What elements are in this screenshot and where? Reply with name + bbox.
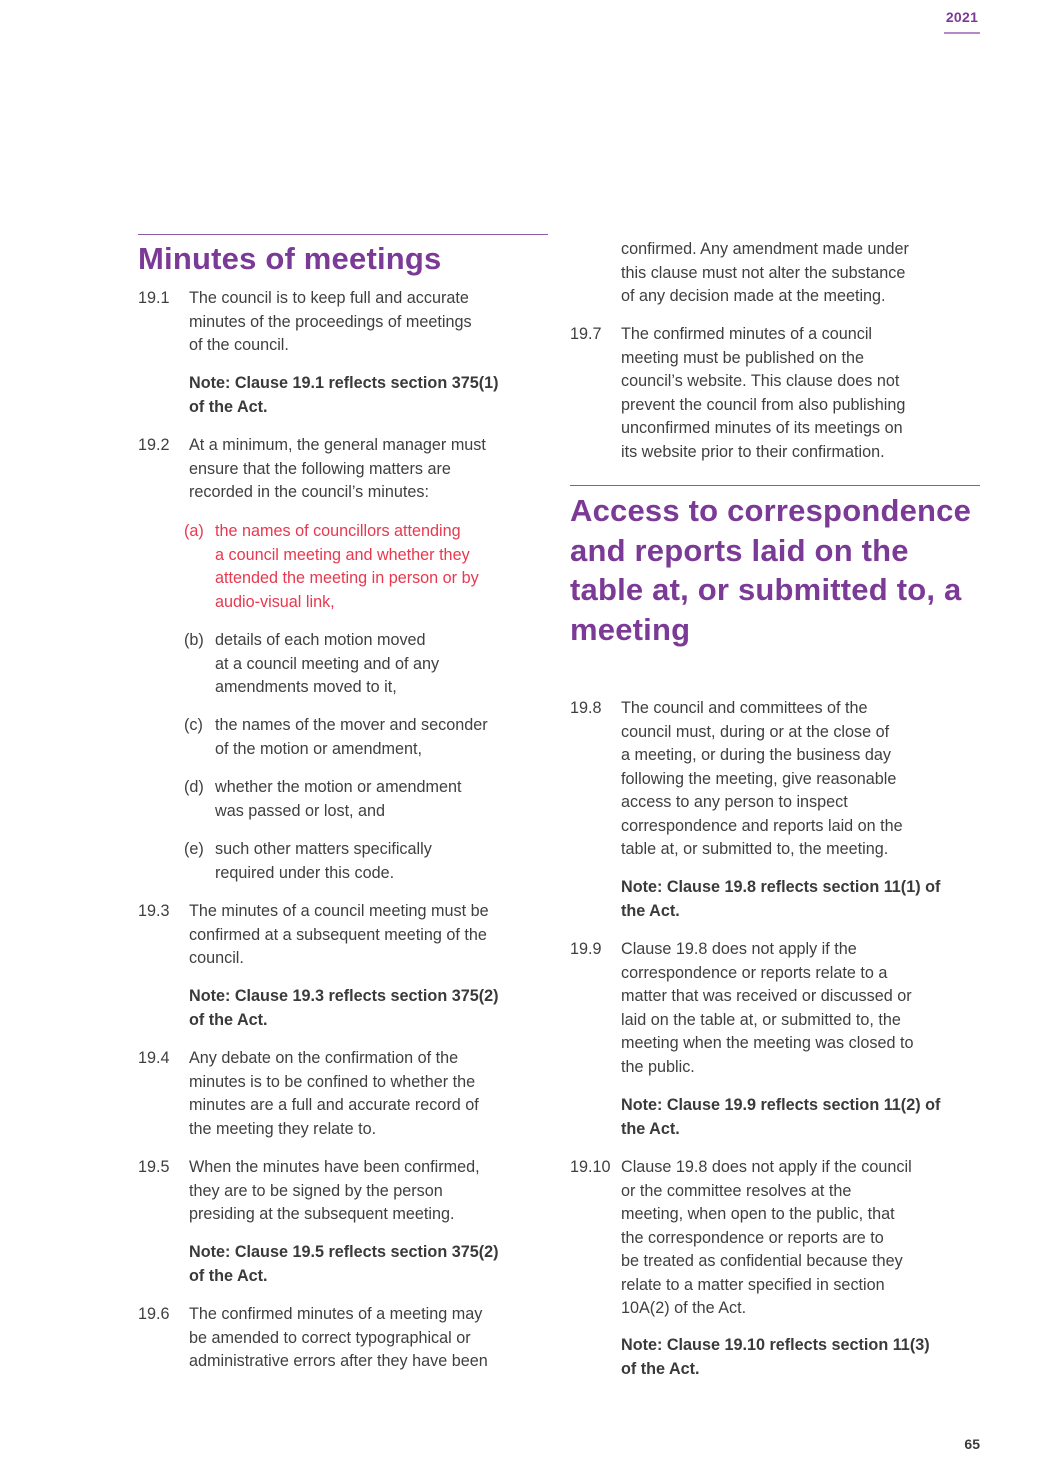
clause-note: Note: Clause 19.1 reflects section 375(1) of the Act. <box>189 374 499 416</box>
clause-number: 19.6 <box>138 1305 170 1323</box>
subitem-c <box>138 714 550 761</box>
clause-text: When the minutes have been confirmed, they are to be signed by the person presiding at the subsequent meeting. <box>189 1158 480 1223</box>
section-divider <box>570 485 980 486</box>
section-heading-access: Access to correspondence and reports laid on the table at, or submitted to, a meeting <box>570 493 972 647</box>
section-divider <box>138 234 548 235</box>
clause-note: Note: Clause 19.5 reflects section 375(2) of the Act. <box>189 1243 499 1285</box>
subitem-label: (e) <box>184 840 204 858</box>
clause-number: 19.3 <box>138 902 170 920</box>
clause-19-8 <box>570 697 982 862</box>
page-number: 65 <box>964 1436 980 1452</box>
clause-19-1 <box>138 287 550 358</box>
subitem-label: (c) <box>184 716 203 734</box>
clause-text: The confirmed minutes of a council meeting must be published on the council’s website. This clause does not prevent the council from also publishing unconfirmed minutes of its meetings on its website prior to their confirmation. <box>621 325 906 461</box>
subitem-text: the names of councillors attending a council meeting and whether they attended the meeting in person or by audio-visual link, <box>215 522 479 611</box>
subitem-text: whether the motion or amendment was passed or lost, and <box>215 778 462 820</box>
clause-number: 19.8 <box>570 699 602 717</box>
section-heading-minutes: Minutes of meetings <box>138 241 442 276</box>
subitem-e <box>138 838 550 885</box>
clause-text: Clause 19.8 does not apply if the council or the committee resolves at the meeting, when open to the public, that the correspondence or reports are to be treated as confidential because they relate to a matter specified in section 10A(2) of the Act. <box>621 1158 912 1317</box>
clause-note: Note: Clause 19.9 reflects section 11(2) of the Act. <box>621 1096 941 1138</box>
clause-number: 19.1 <box>138 289 170 307</box>
clause-text: Clause 19.8 does not apply if the correspondence or reports relate to a matter that was received or discussed or laid on the table at, or submitted to, the meeting when the meeting was closed to the public. <box>621 940 914 1076</box>
subitem-b <box>138 629 550 700</box>
clause-19-9 <box>570 938 982 1079</box>
clause-text: The council and committees of the council must, during or at the close of a meeting, or during the business day following the meeting, give reasonable access to any person to inspect correspondence and reports laid on the table at, or submitted to, the meeting. <box>621 699 903 858</box>
year-underline <box>944 32 980 34</box>
subitem-a <box>138 520 550 614</box>
clause-number: 19.4 <box>138 1049 170 1067</box>
clause-19-6 <box>138 1303 550 1374</box>
clause-19-4 <box>138 1047 550 1141</box>
clause-19-5 <box>138 1156 550 1227</box>
clause-text: The council is to keep full and accurate minutes of the proceedings of meetings of the council. <box>189 289 472 354</box>
clause-number: 19.5 <box>138 1158 170 1176</box>
clause-number: 19.7 <box>570 325 602 343</box>
subitem-text: details of each motion moved at a council meeting and of any amendments moved to it, <box>215 631 440 696</box>
clause-number: 19.9 <box>570 940 602 958</box>
subitem-text: the names of the mover and seconder of the motion or amendment, <box>215 716 488 758</box>
clause-number: 19.10 <box>570 1158 611 1176</box>
clause-number: 19.2 <box>138 436 170 454</box>
clause-note: Note: Clause 19.10 reflects section 11(3) of the Act. <box>621 1336 930 1378</box>
subitem-label: (a) <box>184 522 204 540</box>
clause-19-6-continuation: confirmed. Any amendment made under this clause must not alter the substance of any decision made at the meeting. <box>621 240 909 305</box>
clause-19-7 <box>570 323 982 464</box>
document-year: 2021 <box>945 9 979 25</box>
clause-19-10 <box>570 1156 982 1321</box>
clause-text: At a minimum, the general manager must ensure that the following matters are recorded in the council’s minutes: <box>189 436 486 501</box>
clause-19-2 <box>138 434 550 505</box>
clause-text: The confirmed minutes of a meeting may be amended to correct typographical or administrative errors after they have been <box>189 1305 488 1370</box>
clause-text: The minutes of a council meeting must be confirmed at a subsequent meeting of the council. <box>189 902 489 967</box>
subitem-label: (b) <box>184 631 204 649</box>
clause-note: Note: Clause 19.3 reflects section 375(2) of the Act. <box>189 987 499 1029</box>
clause-note: Note: Clause 19.8 reflects section 11(1) of the Act. <box>621 878 941 920</box>
subitem-d <box>138 776 550 823</box>
clause-19-3 <box>138 900 550 971</box>
subitem-label: (d) <box>184 778 204 796</box>
clause-text: Any debate on the confirmation of the minutes is to be confined to whether the minutes are a full and accurate record of the meeting they relate to. <box>189 1049 479 1138</box>
subitem-text: such other matters specifically required under this code. <box>215 840 432 882</box>
